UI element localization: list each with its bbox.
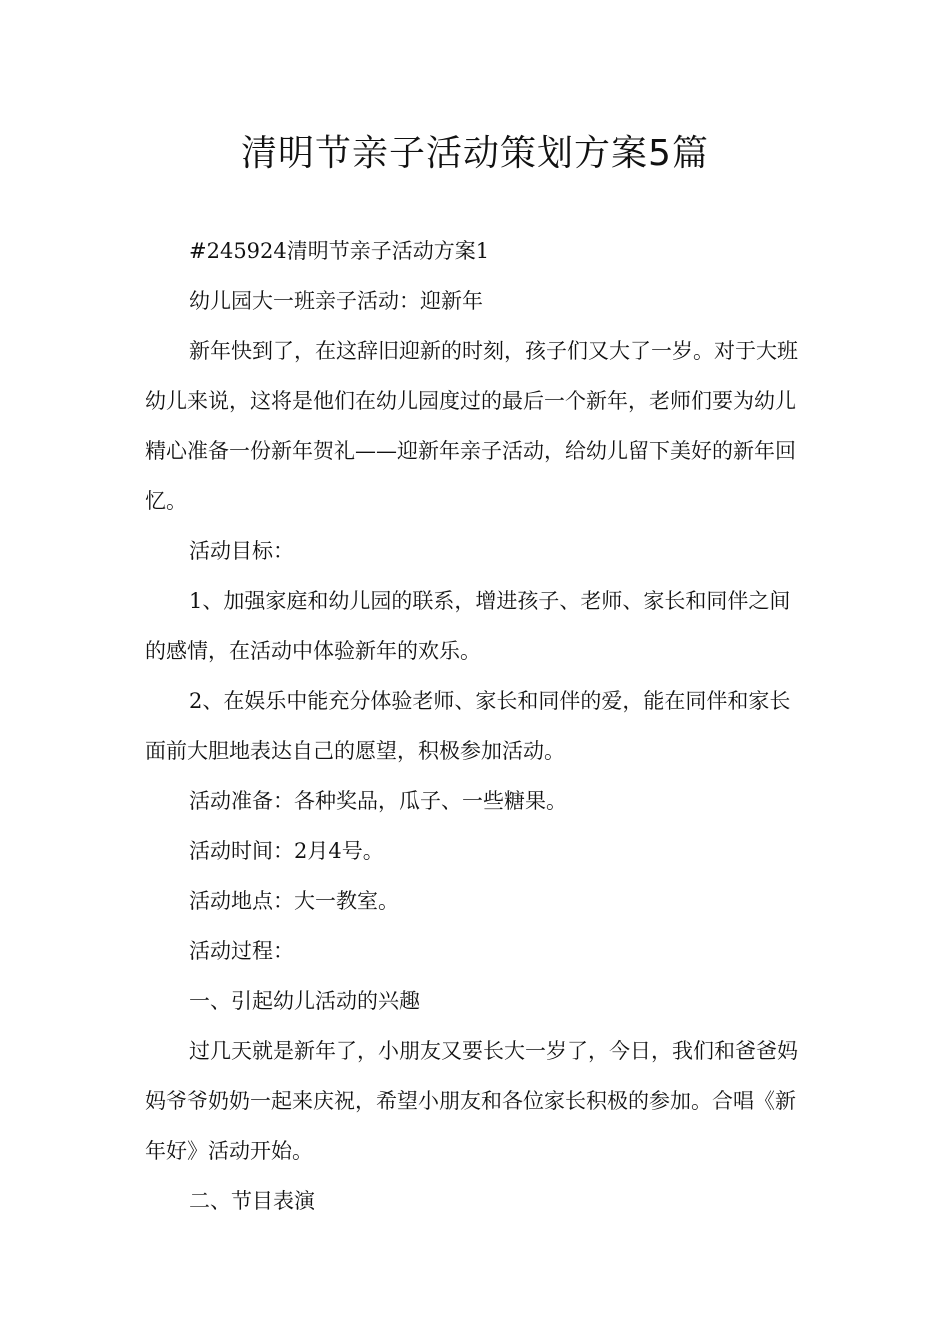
process-step-2-heading: 二、节目表演 (189, 1189, 315, 1213)
process-step-1-heading: 一、引起幼儿活动的兴趣 (189, 989, 420, 1013)
document-title: 清明节亲子活动策划方案5篇 (241, 133, 709, 174)
goal-item-2: 2、在娱乐中能充分体验老师、家长和同伴的爱，能在同伴和家长面前大胆地表达自己的愿望，积极参加活动。 (145, 689, 791, 763)
activity-title: 幼儿园大一班亲子活动：迎新年 (189, 289, 483, 313)
preparation-line: 活动准备：各种奖品，瓜子、一些糖果。 (189, 789, 567, 813)
process-heading: 活动过程： (189, 939, 294, 963)
goal-item-1: 1、加强家庭和幼儿园的联系，增进孩子、老师、家长和同伴之间的感情，在活动中体验新年的欢乐。 (145, 589, 791, 663)
process-step-1-text: 过几天就是新年了，小朋友又要长大一岁了，今日，我们和爸爸妈妈爷爷奶奶一起来庆祝，希望小朋友和各位家长积极的参加。合唱《新年好》活动开始。 (145, 1039, 798, 1163)
goals-heading: 活动目标： (189, 539, 294, 563)
time-line: 活动时间：2月4号。 (189, 839, 384, 863)
location-line: 活动地点：大一教室。 (189, 889, 399, 913)
document-body (145, 226, 809, 1226)
paragraph-intro: 新年快到了，在这辞旧迎新的时刻，孩子们又大了一岁。对于大班幼儿来说，这将是他们在幼儿园度过的最后一个新年，老师们要为幼儿精心准备一份新年贺礼——迎新年亲子活动，给幼儿留下美好的新年回忆。 (145, 339, 798, 513)
section-heading: #245924清明节亲子活动方案1 (189, 239, 490, 263)
